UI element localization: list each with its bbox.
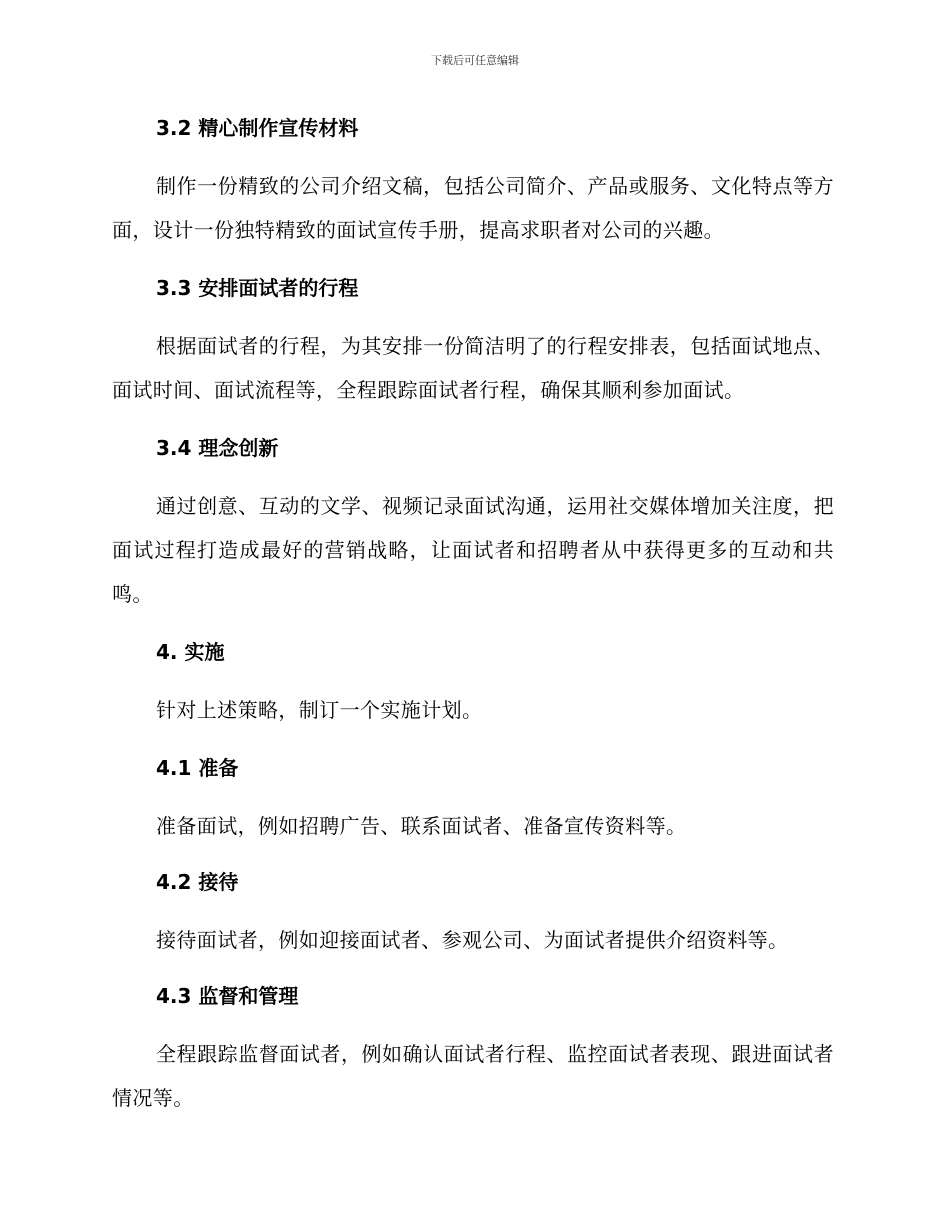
section-body-4: 针对上述策略，制订一个实施计划。 (156, 698, 483, 722)
section-heading-4: 4. 实施 (156, 640, 225, 664)
section-heading-4-2: 4.2 接待 (156, 870, 239, 894)
section-body-3-4: 通过创意、互动的文学、视频记录面试沟通，运用社交媒体增加关注度，把面试过程打造成最好的营销战略，让面试者和招聘者从中获得更多的互动和共鸣。 (112, 494, 834, 606)
section-heading-4-1: 4.1 准备 (156, 756, 239, 780)
section-body-3-2: 制作一份精致的公司介绍文稿，包括公司简介、产品或服务、文化特点等方面，设计一份独特精致的面试宣传手册，提高求职者对公司的兴趣。 (112, 174, 834, 242)
section-heading-3-4: 3.4 理念创新 (156, 436, 279, 460)
page-header: 下载后可任意编辑 (431, 54, 519, 67)
section-heading-3-2: 3.2 精心制作宣传材料 (156, 116, 359, 140)
section-body-4-3: 全程跟踪监督面试者，例如确认面试者行程、监控面试者表现、跟进面试者情况等。 (112, 1042, 834, 1110)
section-heading-3-3: 3.3 安排面试者的行程 (156, 276, 359, 300)
section-body-4-2: 接待面试者，例如迎接面试者、参观公司、为面试者提供介绍资料等。 (156, 928, 789, 952)
section-body-3-3: 根据面试者的行程，为其安排一份简洁明了的行程安排表，包括面试地点、面试时间、面试流程等，全程跟踪面试者行程，确保其顺利参加面试。 (112, 334, 834, 402)
section-heading-4-3: 4.3 监督和管理 (156, 984, 299, 1008)
section-body-4-1: 准备面试，例如招聘广告、联系面试者、准备宣传资料等。 (156, 814, 687, 838)
